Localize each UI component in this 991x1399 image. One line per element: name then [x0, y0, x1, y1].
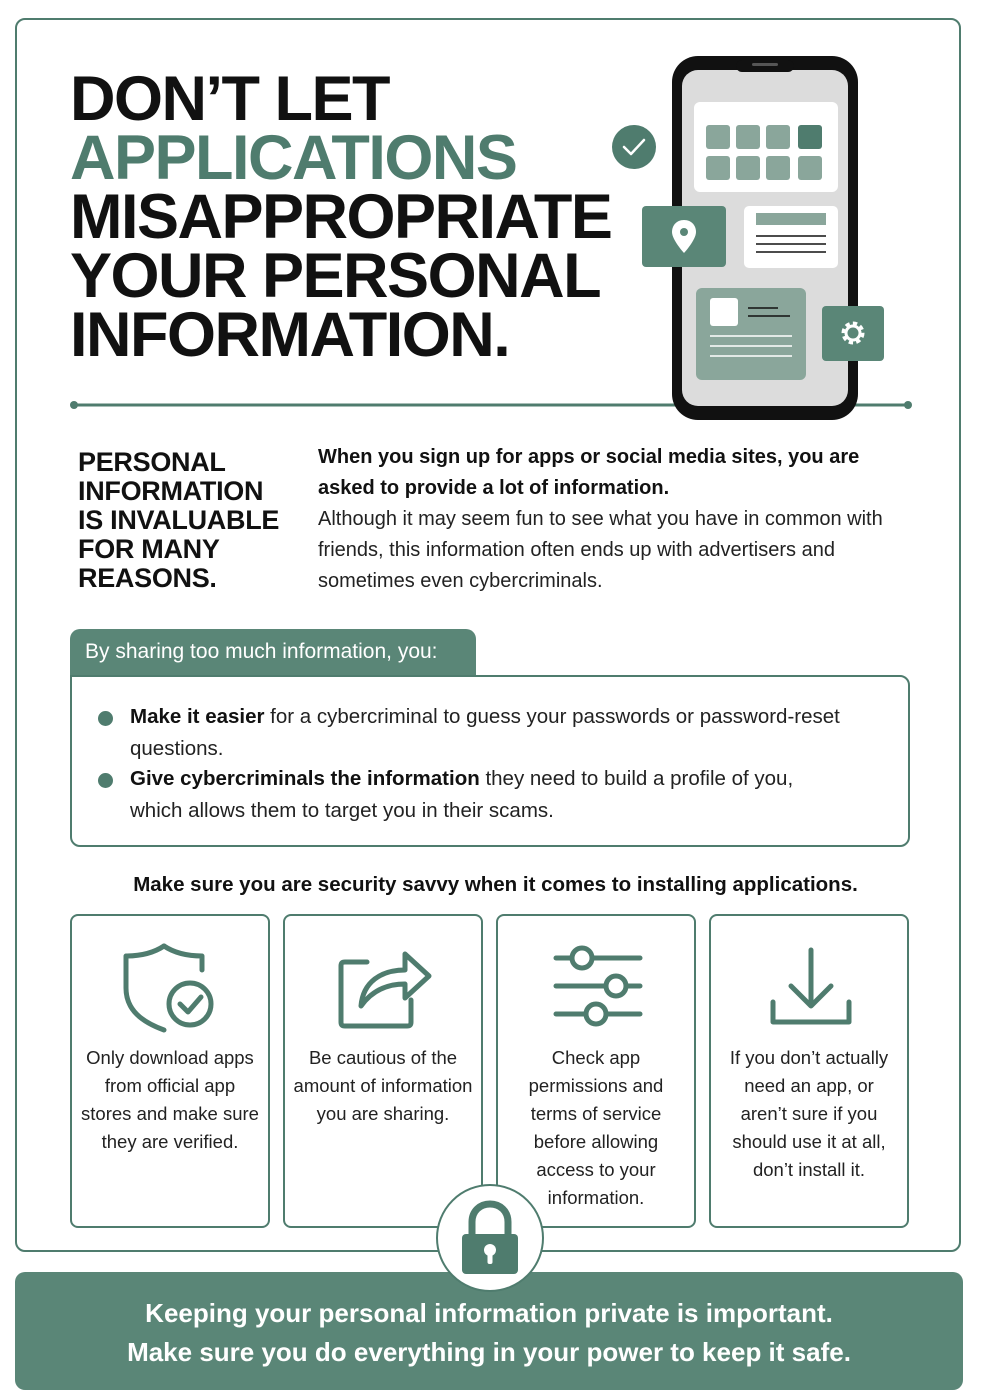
tip-card	[70, 914, 270, 1228]
tip-card	[496, 914, 696, 1228]
side-heading-line: IS INVALUABLE	[78, 505, 280, 535]
gear-icon	[822, 306, 884, 361]
location-pin-icon	[642, 206, 726, 267]
tip-text: Be cautious of the amount of information you are sharing.	[293, 1047, 473, 1124]
tip-text: If you don’t actually need an app, or aren’t sure if you should use it at all, don’t install it.	[729, 1047, 889, 1180]
tip-card	[283, 914, 483, 1228]
sliders-icon	[538, 936, 658, 1036]
footer-line: Keeping your personal information private is important.	[145, 1298, 833, 1328]
image-post-card	[696, 288, 806, 380]
bullet-text: for a cybercriminal to guess your passwords or password-reset questions.	[130, 705, 840, 760]
bullet-text: they need to build a profile of you, which allows them to target you in their scams.	[130, 767, 794, 822]
side-heading	[78, 448, 279, 593]
headline	[70, 64, 612, 370]
bullet-bold-text: Give cybercriminals the information	[130, 767, 480, 790]
intro-body-text: Although it may seem fun to see what you have in common with friends, this information often ends up with advertisers and sometimes even cybercriminals.	[318, 508, 883, 592]
share-icon	[325, 936, 445, 1036]
headline-line: MISAPPROPRIATE	[70, 182, 612, 252]
text-card	[744, 206, 838, 268]
side-heading-line: FOR MANY	[78, 534, 220, 564]
tip-text: Only download apps from official app stores and make sure they are verified.	[81, 1047, 259, 1152]
checkmark-icon	[612, 125, 656, 169]
list-item	[130, 763, 850, 827]
footer-line: Make sure you do everything in your power to keep it safe.	[127, 1337, 851, 1367]
side-heading-line: INFORMATION	[78, 476, 264, 506]
tip-text: Check app permissions and terms of service before allowing access to your information.	[528, 1047, 664, 1208]
intro-paragraph	[318, 442, 918, 597]
lock-badge	[436, 1184, 544, 1292]
intro-bold-text: When you sign up for apps or social media sites, you are asked to provide a lot of information.	[318, 446, 860, 499]
download-icon	[751, 936, 871, 1036]
headline-line: YOUR PERSONAL	[70, 241, 601, 311]
sharing-tab: By sharing too much information, you:	[70, 629, 476, 676]
sharing-box	[70, 675, 910, 847]
bullet-dot	[98, 773, 113, 788]
list-item	[130, 701, 850, 765]
headline-line: DON’T LET	[70, 64, 389, 134]
bullet-bold-text: Make it easier	[130, 705, 265, 728]
side-heading-line: REASONS.	[78, 563, 217, 593]
tip-card	[709, 914, 909, 1228]
side-heading-line: PERSONAL	[78, 447, 226, 477]
bullet-dot	[98, 711, 113, 726]
app-grid-card	[694, 102, 838, 192]
lock-icon	[458, 1200, 522, 1276]
phone-illustration	[606, 50, 896, 424]
tips-heading: Make sure you are security savvy when it comes to installing applications.	[133, 873, 858, 896]
shield-check-icon	[112, 936, 232, 1036]
headline-accent-line: APPLICATIONS	[70, 123, 517, 193]
headline-line: INFORMATION.	[70, 300, 510, 370]
